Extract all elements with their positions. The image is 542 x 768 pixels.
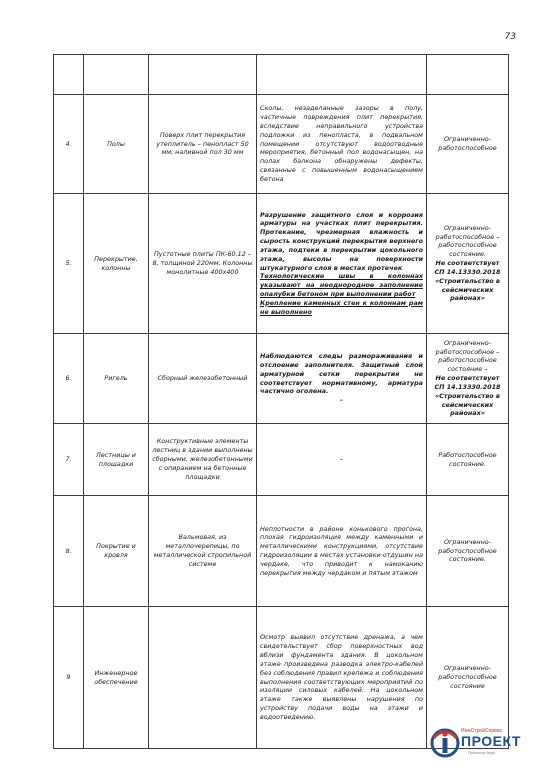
element-name xyxy=(84,55,149,95)
defect-text: Технологические швы в колоннах указывают на неоднородное заполнение опалубки бетоном при выполнении работ xyxy=(260,272,423,298)
table-row xyxy=(54,496,509,607)
technical-state xyxy=(427,55,509,95)
inspection-table xyxy=(53,54,509,749)
element-description: Вальмовая, из металлочерепицы, по металлической стропильной системе xyxy=(149,496,257,607)
technical-state xyxy=(427,334,509,424)
table-row xyxy=(54,424,509,496)
defect-tail: – xyxy=(339,396,344,405)
element-defects xyxy=(257,55,427,95)
logo-tagline: Проектное бюро xyxy=(468,751,495,755)
element-name: Ригель xyxy=(84,334,149,424)
row-number: 6. xyxy=(54,334,84,424)
defect-text: Разрушение защитного слоя и коррозия арматуры на участках плит перекрытия. Протекание, чрезмерная влажность и сырость конструкций перекрытия верхнего этажа, подтеки в перекрытии цокольного этажа, высолы на поверхности штукатурного слоя в местах протечек xyxy=(260,210,423,272)
state-text: Ограниченно-работоспособное – работоспособное состояние – xyxy=(435,338,500,374)
logo-title: ПРОЕКТ xyxy=(461,733,521,749)
element-name: Полы xyxy=(84,95,149,194)
row-number xyxy=(54,55,84,95)
row-number: 7. xyxy=(54,424,84,496)
element-name: Лестницы и площадки xyxy=(84,424,149,496)
element-name: Покрытие и кровля xyxy=(84,496,149,607)
row-number: 9 xyxy=(54,607,84,749)
defect-text: Наблюдаются следы размораживания и отслоение заполнителя. Защитный слой арматурной сетки перекрытия не соответствует нормативному, арматура частично оголена. xyxy=(260,352,423,396)
table-row xyxy=(54,95,509,194)
element-defects: Осмотр выявил отсутствие дренажа, а чем свидетельствует сбор поверхностных вод вблизи фундамента здания. В цокольном этаже произведена разводка электро-кабелей без соблюдения правил крепежа и соблюдения выполнения соответствующих мероприятий по изоляции силовых кабелей. На цокольном этаже также выявлены нарушения по устройству подачи воды на этажи и водоотведению. xyxy=(257,607,427,749)
element-description: Поверх плит перекрытия утеплитель – пенопласт 50 мм, наливной пол 30 мм xyxy=(149,95,257,194)
element-defects xyxy=(257,194,427,334)
element-defects: Неплотности в районе конькового прогона, плохая гидроизоляция между каменными и металлическими конструкциями, отсутствие гидроизоляции в местах установки отдушин на чердаке, что приводит к намоканию перекрытия между чердаком и пятым этажом xyxy=(257,496,427,607)
element-defects: – xyxy=(257,424,427,496)
element-defects xyxy=(257,334,427,424)
table-row xyxy=(54,334,509,424)
element-name: Перекрытие, колонны xyxy=(84,194,149,334)
logo-subtitle: ИнжСтройСервис xyxy=(461,728,503,734)
technical-state xyxy=(427,194,509,334)
element-name: Инженерное обеспечение xyxy=(84,607,149,749)
element-description: Пустотные плиты ПК-60.12 –8, толщиной 220мм, Колонны монолитные 400х400 xyxy=(149,194,257,334)
state-norm-text: Не соответствует СП 14.13330.2018 «Строительство в сейсмических районах» xyxy=(434,374,501,418)
table-row xyxy=(54,194,509,334)
element-description xyxy=(149,607,257,749)
element-description xyxy=(149,55,257,95)
element-description: Конструктивные элементы лестниц в здании выполнены сборными, железобетонными с опиранием на бетонные площадки xyxy=(149,424,257,496)
element-description: Сборный железобетонный xyxy=(149,334,257,424)
element-defects: Сколы, незаделанные зазоры в полу, частичные повреждения плит перекрытия, вследствие неправильного устройства подложки из пенопласта, в подвальном помещении отсутствуют водоотводные мероприятия, бетонный пол водонасыщен, на полах балкона обнаружены дефекты, связанные с повышенным водонасыщением бетона xyxy=(257,95,427,194)
technical-state: Ограниченно-работоспособное состояние xyxy=(427,607,509,749)
table-row xyxy=(54,55,509,95)
row-number: 5. xyxy=(54,194,84,334)
state-text: Ограниченно-работоспособное – работоспособное состояние. xyxy=(435,223,500,259)
state-norm-text: Не соответствует СП 14.13330.2018 «Строительство в сейсмических районах» xyxy=(434,259,501,303)
row-number: 8. xyxy=(54,496,84,607)
page-number: 73 xyxy=(504,32,516,42)
defect-text: Крепление каменных стен к колоннам рам не выполнено xyxy=(260,298,423,316)
row-number: 4. xyxy=(54,95,84,194)
technical-state: Ограниченно-работоспособное xyxy=(427,95,509,194)
company-logo xyxy=(430,726,521,762)
technical-state: Работоспособное состояние. xyxy=(427,424,509,496)
technical-state: Ограниченно-работоспособное состояние. xyxy=(427,496,509,607)
logo-mark-icon xyxy=(430,726,460,760)
